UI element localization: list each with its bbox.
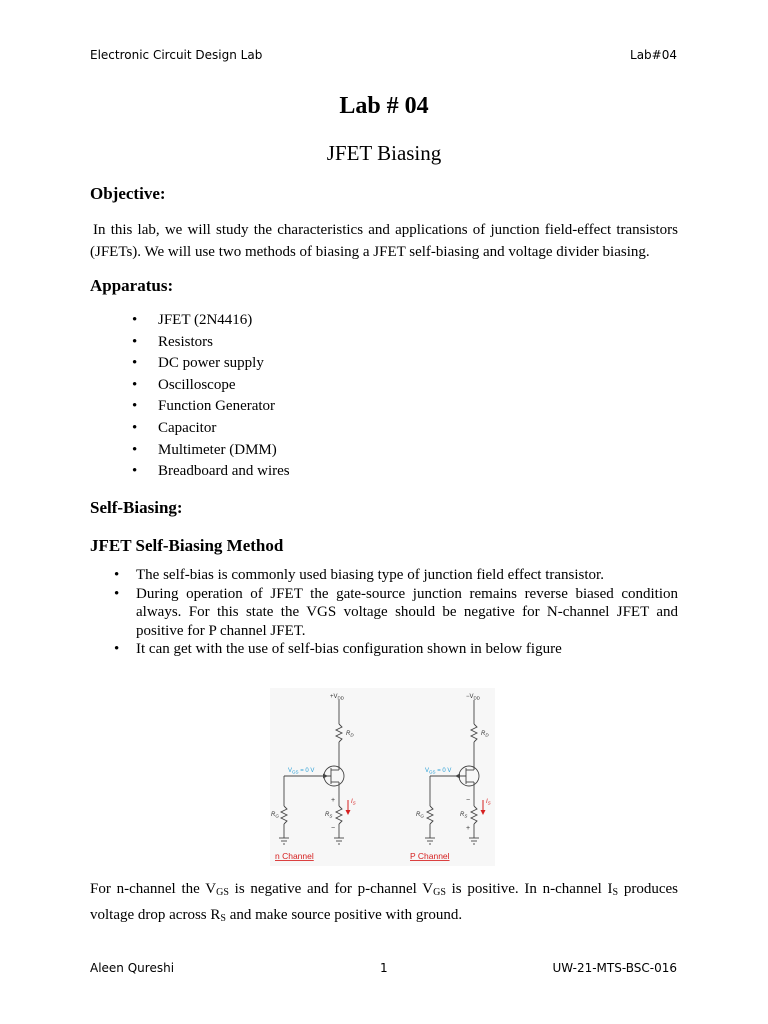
p-channel-caption: P Channel xyxy=(410,851,450,861)
p-minus-sign: − xyxy=(466,797,471,804)
apparatus-item: • Resistors xyxy=(120,332,290,354)
n-minus-sign: − xyxy=(331,825,336,832)
apparatus-item: • Function Generator xyxy=(120,396,290,418)
note-subscript: S xyxy=(220,913,226,924)
objective-heading: Objective: xyxy=(90,184,166,203)
note-subscript: GS xyxy=(216,887,229,898)
note-text: produces voltage drop across R xyxy=(90,881,678,923)
objective-text: In this lab, we will study the characteristics and applications of junction field-effect transistors (JFETs). We will use two methods of biasing a JFET self-biasing and voltage divider biasing. xyxy=(90,222,678,260)
p-rg-label: $R_G$ xyxy=(416,812,424,819)
note-text: is negative and for p-channel V xyxy=(228,881,434,897)
apparatus-item: • Capacitor xyxy=(120,418,290,440)
footer-student-id: UW-21-MTS-BSC-016 xyxy=(552,961,677,975)
n-rg-label: $R_G$ xyxy=(271,812,279,819)
page-title: Lab # 04 xyxy=(339,93,429,119)
n-rs-label: $R_S$ xyxy=(325,812,333,819)
p-plus-sign: + xyxy=(466,825,471,832)
polarity-note xyxy=(90,878,678,930)
footer-page-number: 1 xyxy=(380,961,388,975)
n-supply-label: $+V_{DD}$ xyxy=(330,694,345,701)
n-vgs-label: $V_{GS} = 0$ V xyxy=(288,768,315,775)
p-rd-label: $R_D$ xyxy=(481,731,489,738)
n-is-label: $I_S$ xyxy=(351,799,356,806)
self-biasing-method-heading: JFET Self-Biasing Method xyxy=(90,536,284,555)
n-channel-caption: n Channel xyxy=(275,851,314,861)
apparatus-item: • Breadboard and wires xyxy=(120,461,290,483)
apparatus-item: • Oscilloscope xyxy=(120,375,290,397)
note-subscript: GS xyxy=(433,887,446,898)
apparatus-item: • JFET (2N4416) xyxy=(120,310,290,332)
apparatus-heading: Apparatus: xyxy=(90,276,174,295)
header-course-title: Electronic Circuit Design Lab xyxy=(90,48,263,62)
apparatus-item: • Multimeter (DMM) xyxy=(120,440,290,462)
note-text: and make source positive with ground. xyxy=(225,907,463,923)
self-bias-circuit-figure xyxy=(270,688,495,866)
n-plus-sign: + xyxy=(331,797,336,804)
footer-author: Aleen Qureshi xyxy=(90,961,175,975)
bullet-item: • The self-bias is commonly used biasing type of junction field effect transistor. xyxy=(90,566,678,585)
self-biasing-bullets xyxy=(90,566,678,659)
p-vgs-label: $V_{GS} = 0$ V xyxy=(425,768,452,775)
header-lab-number: Lab#04 xyxy=(630,48,677,62)
note-text: For n-channel the V xyxy=(90,881,217,897)
self-biasing-heading: Self-Biasing: xyxy=(90,498,183,517)
bullet-item: • During operation of JFET the gate-source junction remains reverse biased condition always. For this state the VGS voltage should be negative for N-channel JFET and positive for P channel JFET. xyxy=(90,585,678,641)
bullet-item: • It can get with the use of self-bias configuration shown in below figure xyxy=(90,640,678,659)
n-rd-label: $R_D$ xyxy=(346,731,354,738)
p-rs-label: $R_S$ xyxy=(460,812,468,819)
apparatus-list xyxy=(120,310,290,483)
p-supply-label: $-V_{DD}$ xyxy=(466,694,481,701)
note-text: is positive. In n-channel I xyxy=(445,881,613,897)
p-is-label: $I_S$ xyxy=(486,799,491,806)
page-subtitle: JFET Biasing xyxy=(326,141,442,165)
note-subscript: S xyxy=(612,887,619,898)
apparatus-item: • DC power supply xyxy=(120,353,290,375)
